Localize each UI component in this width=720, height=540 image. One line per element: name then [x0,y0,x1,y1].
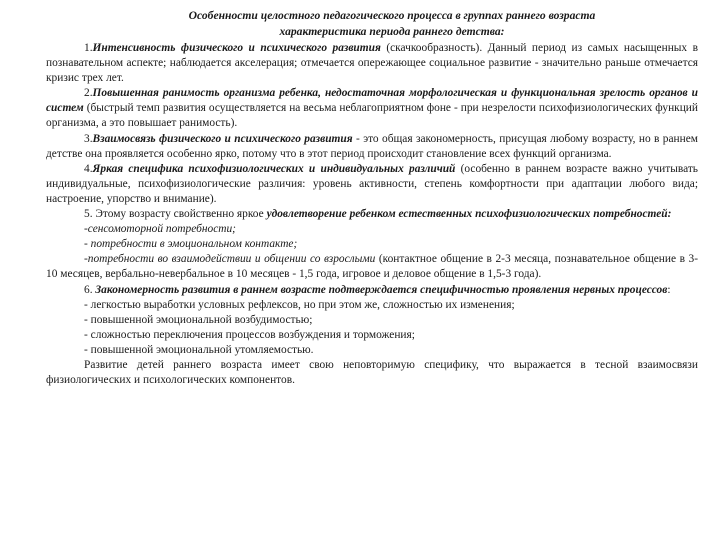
paragraph-1-text: (скачкообразность). Данный период из самых насыщенных в познавательном аспекте; наблюдается акселерация; отмечается опережающее социальное развитие - значительно раньше отмечается кризис трех лет. [46,42,698,85]
paragraph-5-emphasis: удовлетворение ребенком естественных психофизиологических потребностей: [266,208,672,221]
paragraph-5-number: 5. [84,208,96,221]
title-line-1: Особенности целостного педагогического процесса в группах раннего возраста [188,9,596,22]
paragraph-3-emphasis: Взаимосвязь физического и психического развития [92,132,353,145]
paragraph-2-text: (быстрый темп развития осуществляется на весьма неблагоприятном фоне - при незрелости психофизиологических функций организма, а это повышает ранимость). [46,102,698,130]
paragraph-5-text: Этому возрасту свойственно яркое [95,208,267,221]
paragraph-4-text: (особенно в раннем возрасте важно учитывать индивидуальные, психофизиологические различия: уровень активности, степень комфортности при адаптации любого вида; настроение, упорство и внимание). [46,162,699,205]
paragraph-6-text: : [667,283,671,296]
list-item: - повышенной эмоциональной утомляемостью. [84,343,314,356]
list-item: - легкостью выработки условных рефлексов, но при этом же, сложностью их изменения; [84,298,515,311]
paragraph-3-number: 3. [84,132,93,145]
paragraph-4-emphasis: Яркая специфика психофизиологических и индивидуальных различий [92,162,456,175]
paragraph-2-emphasis: Повышенная ранимость организма ребенка, недостаточная морфологическая и функциональная зрелость органов и систем [46,87,698,115]
page-title [86,8,698,40]
paragraph-1-number: 1. [84,42,93,54]
paragraph-6 [46,283,698,298]
document-body [46,41,698,388]
paragraph-4-number: 4. [84,162,93,175]
paragraph-3 [46,132,698,162]
title-line-2: характеристика периода раннего детства: [279,25,505,38]
list-item: - сложностью переключения процессов возбуждения и торможения; [84,328,415,341]
paragraph-3-text: - это общая закономерность, присущая любому возрасту, но в раннем детстве она проявляется особенно ярко, потому что в этот период происходит становление всех функций организма. [46,132,698,160]
list-item: -сенсомоторной потребности; [84,223,236,236]
paragraph-1 [46,41,698,86]
paragraph-2 [46,86,698,131]
paragraph-4 [46,162,698,207]
paragraph-1-emphasis: Интенсивность физического и психического развития [92,42,381,54]
paragraph-6-number: 6. [84,283,96,296]
list-item: - потребности в эмоциональном контакте; [84,238,298,251]
paragraph-5-last-emphasis: -потребности во взаимодействии и общении со взрослыми [84,253,376,266]
paragraph-5 [46,207,698,222]
paragraph-2-number: 2. [84,87,93,100]
paragraph-5-last [46,252,698,282]
paragraph-5-last-text: (контактное общение в 2-3 месяца, познавательное общение в 3-10 месяцев, вербально-невербальное в 10 месяцев - 1,5 года, игровое и деловое общение в 1,5-3 года). [46,253,698,281]
conclusion-paragraph: Развитие детей раннего возраста имеет свою неповторимую специфику, что выражается в тесной взаимосвязи физиологических и психологических компонентов. [46,358,698,387]
list-item: - повышенной эмоциональной возбудимостью; [84,313,313,326]
paragraph-6-emphasis: Закономерность развития в раннем возрасте подтверждается специфичностью проявления нервных процессов [95,283,668,296]
